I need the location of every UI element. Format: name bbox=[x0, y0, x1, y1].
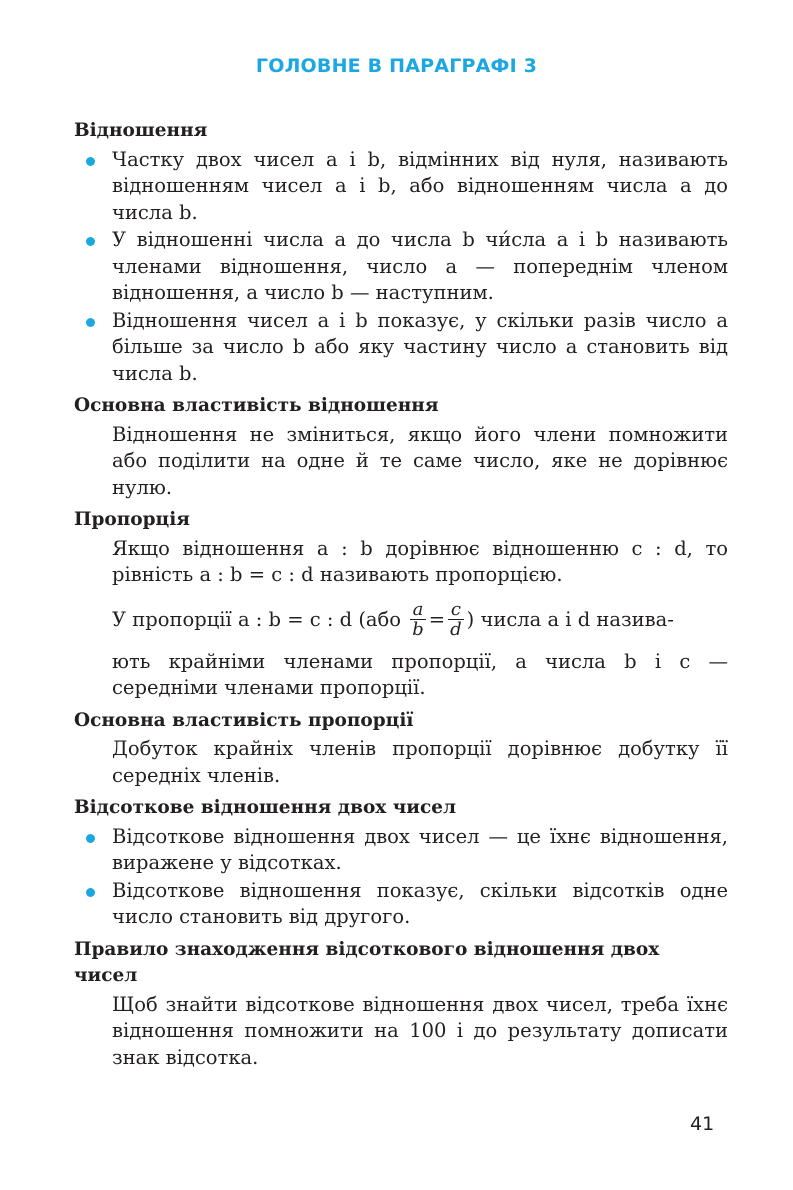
equals-sign: = bbox=[428, 608, 446, 631]
section-ratio-property bbox=[74, 393, 728, 501]
fraction-denominator: b bbox=[412, 619, 424, 640]
bullet-dot-icon bbox=[86, 834, 95, 843]
fraction-numerator: c bbox=[448, 600, 464, 620]
section-heading: Відсоткове відношення двох чисел bbox=[74, 797, 457, 818]
bullet-text: У відношенні числа a до числа b чи́сла a і b називають членами відношення, число a — попереднім членом відношення, а число b — наступним. bbox=[112, 228, 728, 304]
bullet-dot-icon bbox=[86, 888, 95, 897]
page-content bbox=[74, 118, 728, 1077]
section-heading: Пропорція bbox=[74, 509, 190, 530]
section-percent-rule bbox=[74, 937, 728, 1072]
section-proportion bbox=[74, 507, 728, 702]
section-heading: Відношення bbox=[74, 120, 208, 141]
proportion-formula-line bbox=[74, 591, 728, 649]
page-number: 41 bbox=[690, 1113, 715, 1135]
fraction-a-over-b bbox=[409, 600, 427, 639]
paragraph: Відношення не зміниться, якщо його члени помножити або поділити на одне й те саме число, яке не дорівнює нулю. bbox=[112, 422, 728, 499]
page-title: ГОЛОВНЕ В ПАРАГРАФІ 3 bbox=[255, 55, 538, 77]
fraction-denominator: d bbox=[450, 619, 462, 640]
fraction-c-over-d bbox=[447, 600, 465, 639]
paragraph: Щоб знайти відсоткове відношення двох чисел, треба їхнє відношення помножити на 100 і до результату дописати знак відсотка. bbox=[112, 992, 728, 1069]
formula-text-end: ) числа a і d назива- bbox=[466, 608, 674, 631]
section-heading: Основна властивість відношення bbox=[74, 395, 439, 416]
section-heading: Основна властивість пропорції bbox=[74, 709, 414, 731]
section-heading: Правило знаходження відсоткового відношення двох чисел bbox=[74, 938, 660, 986]
bullet-item bbox=[74, 824, 728, 877]
bullet-item bbox=[74, 308, 728, 388]
section-percent-ratio bbox=[74, 795, 728, 931]
section-proportion-property bbox=[74, 708, 728, 790]
bullet-text: Частку двох чисел a і b, відмінних від нуля, називають відношенням чисел a і b, або відношенням числа a до числа b. bbox=[112, 147, 728, 224]
bullet-item bbox=[74, 878, 728, 931]
bullet-item bbox=[74, 227, 728, 307]
fraction-numerator: a bbox=[410, 600, 427, 620]
bullet-text: Відношення чисел a і b показує, у скільки разів число a більше за число b або яку частину число a становить від числа b. bbox=[112, 308, 728, 385]
paragraph: Якщо відношення a : b дорівнює відношенню c : d, то рівність a : b = c : d називають пропорцією. bbox=[112, 536, 728, 586]
bullet-text: Відсоткове відношення двох чисел — це їхнє відношення, виражене у відсотках. bbox=[112, 824, 728, 874]
bullet-dot-icon bbox=[86, 157, 95, 166]
bullet-dot-icon bbox=[86, 318, 95, 327]
bullet-text: Відсоткове відношення показує, скільки відсотків одне число становить від другого. bbox=[112, 878, 728, 928]
bullet-item bbox=[74, 147, 728, 227]
section-ratio bbox=[74, 118, 728, 387]
formula-text-start: У пропорції a : b = c : d (або bbox=[112, 608, 402, 631]
bullet-dot-icon bbox=[86, 237, 95, 246]
paragraph: ють крайніми членами пропорції, а числа b і c — середніми членами пропорції. bbox=[112, 649, 728, 699]
paragraph: Добуток крайніх членів пропорції дорівнює добутку її середніх членів. bbox=[112, 737, 728, 787]
